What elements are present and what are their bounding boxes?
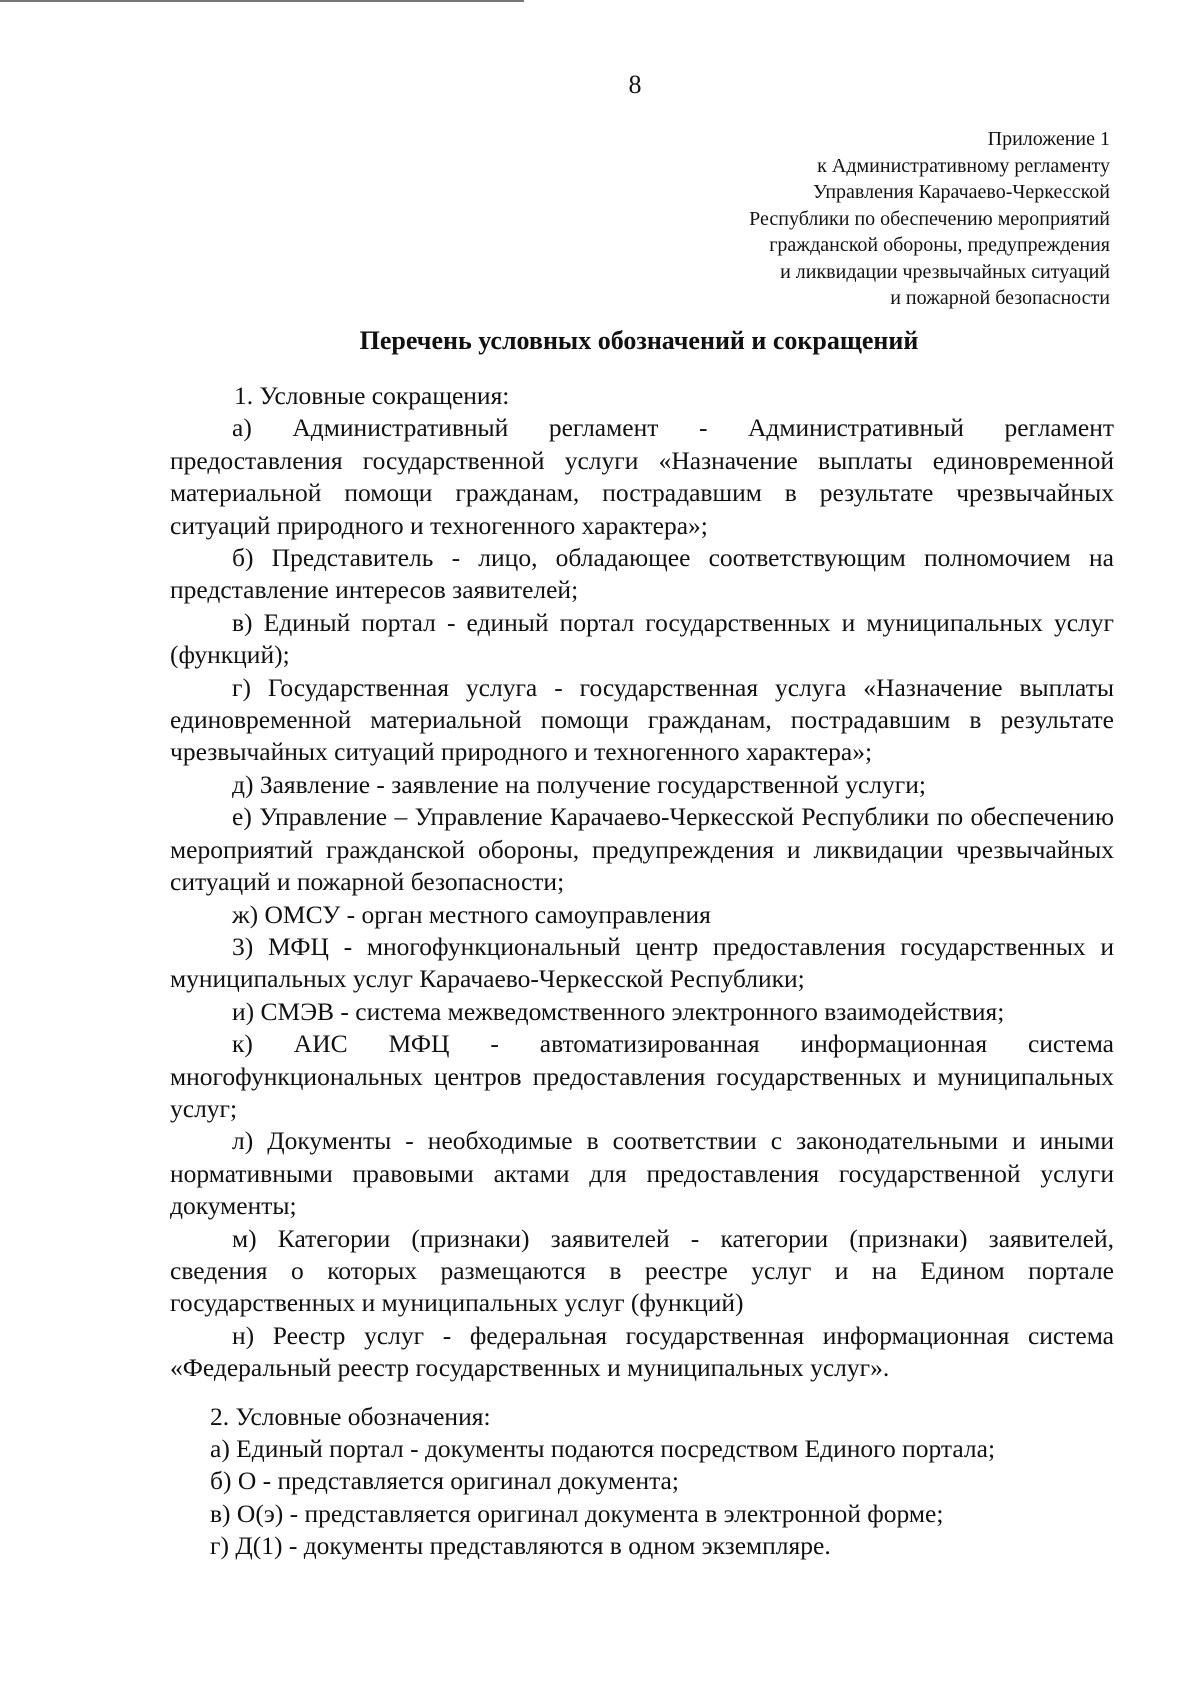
symbol-item-g: г) Д(1) - документы представляются в одном экземпляре. <box>210 1531 831 1561</box>
appendix-line: гражданской обороны, предупреждения <box>769 234 1110 256</box>
abbreviation-item-i: и) СМЭВ - система межведомственного электронного взаимодействия; <box>232 996 1005 1026</box>
section-2-heading: 2. Условные обозначения: <box>210 1401 491 1431</box>
appendix-line: и ликвидации чрезвычайных ситуаций <box>780 260 1110 283</box>
symbol-item-b: б) О - представляется оригинал документа; <box>210 1466 679 1496</box>
appendix-line: Приложение 1 <box>987 128 1110 150</box>
section-1-heading: 1. Условные сокращения: <box>234 381 510 410</box>
abbreviation-item-g: г) Государственная услуга - государственная услуга «Назначение выплаты единовременной материальной помощи гражданам, пострадавшим в результате чрезвычайных ситуаций природного и техногенного характера»; <box>170 672 1114 767</box>
abbreviation-item-v: в) Единый портал - единый портал государственных и муниципальных услуг (функций); <box>170 607 1114 670</box>
appendix-line: к Административному регламенту <box>817 154 1110 177</box>
abbreviation-item-zh: ж) ОМСУ - орган местного самоуправления <box>232 899 711 929</box>
symbol-item-a: а) Единый портал - документы подаются посредством Единого портала; <box>210 1434 996 1463</box>
section-spacer <box>170 1385 1114 1401</box>
abbreviation-item-m: м) Категории (признаки) заявителей - категории (признаки) заявителей, сведения о которых размещаются в реестре услуг и на Едином портале государственных и муниципальных услуг (функций) <box>170 1223 1114 1318</box>
abbreviation-item-d: д) Заявление - заявление на получение государственной услуги; <box>232 769 926 799</box>
symbols-list <box>170 1401 1114 1563</box>
document-body <box>170 380 1114 1563</box>
scan-top-rule <box>0 0 524 2</box>
abbreviation-item-e: е) Управление – Управление Карачаево-Черкесской Республики по обеспечению мероприятий гражданской обороны, предупреждения и ликвидации чрезвычайных ситуаций и пожарной безопасности; <box>170 802 1114 897</box>
abbreviation-item-n: н) Реестр услуг - федеральная государственная информационная система «Федеральный реестр государственных и муниципальных услуг». <box>170 1320 1114 1383</box>
abbreviation-item-k: к) АИС МФЦ - автоматизированная информационная система многофункциональных центров предоставления государственных и муниципальных услуг; <box>170 1029 1114 1123</box>
abbreviation-item-l: л) Документы - необходимые в соответствии с законодательными и иными нормативными правовыми актами для предоставления государственной услуги документы; <box>170 1126 1114 1221</box>
appendix-line: Республики по обеспечению мероприятий <box>749 207 1110 230</box>
symbol-item-v: в) О(э) - представляется оригинал документа в электронной форме; <box>210 1498 944 1528</box>
document-title: Перечень условных обозначений и сокращений <box>359 326 919 355</box>
abbreviation-item-a: а) Административный регламент - Административный регламент предоставления государственной услуги «Назначение выплаты единовременной материальной помощи гражданам, пострадавшим в результате чрезвычайных ситуаций природного и техногенного характера»; <box>170 413 1114 540</box>
appendix-reference <box>749 126 1110 312</box>
appendix-line: Управления Карачаево-Черкесской <box>812 181 1110 203</box>
appendix-line: и пожарной безопасности <box>890 287 1110 309</box>
page-number: 8 <box>628 70 642 99</box>
abbreviation-item-z: 3) МФЦ - многофункциональный центр предоставления государственных и муниципальных услуг Карачаево-Черкесской Республики; <box>170 931 1114 994</box>
abbreviation-item-b: б) Представитель - лицо, обладающее соответствующим полномочием на представление интересов заявителей; <box>170 543 1114 605</box>
